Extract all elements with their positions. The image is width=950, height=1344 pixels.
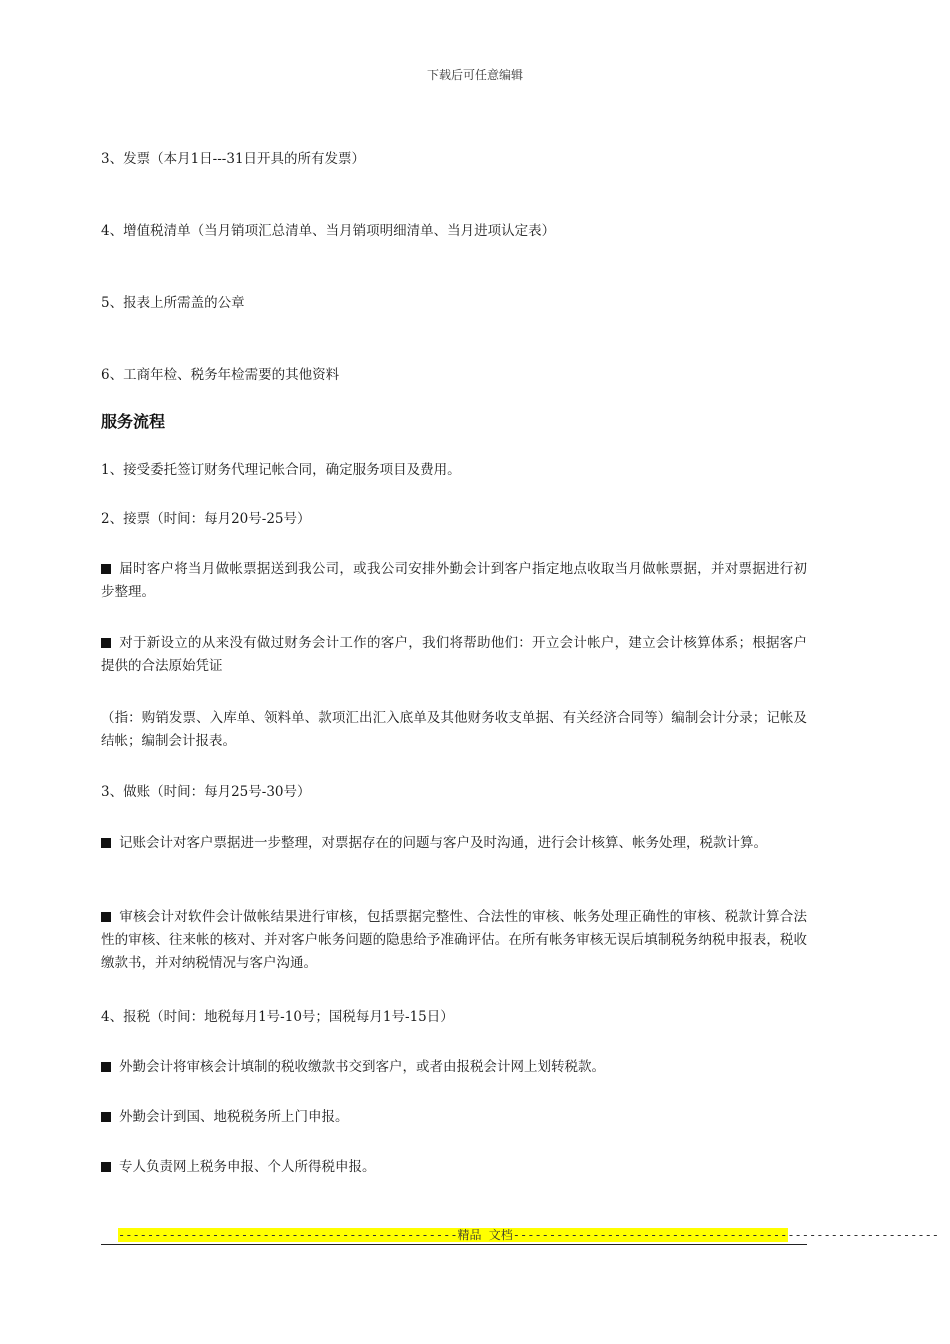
- square-bullet-icon: [101, 564, 111, 574]
- step-2: 2、接票（时间：每月20号-25号）: [101, 511, 311, 527]
- page-header: 下载后可任意编辑: [426, 68, 523, 82]
- bullet-text: 对于新设立的从来没有做过财务会计工作的客户，我们将帮助他们：开立会计帐户，建立会计核算体系；根据客户提供的合法原始凭证: [101, 635, 807, 674]
- step-4-bullet-1: [101, 1056, 807, 1078]
- step-2-bullet-1: [101, 558, 807, 604]
- step-3: 3、做账（时间：每月25号-30号）: [101, 784, 311, 800]
- bullet-text: 审核会计对软件会计做帐结果进行审核，包括票据完整性、合法性的审核、帐务处理正确性的审核、税款计算合法性的审核、往来帐的核对、并对客户帐务问题的隐患给予准确评估。在所有帐务审核无误后填制税务纳税申报表，税收缴款书，并对纳税情况与客户沟通。: [101, 909, 807, 971]
- bullet-text: 外勤会计将审核会计填制的税收缴款书交到客户，或者由报税会计网上划转税款。: [119, 1059, 605, 1075]
- footer-divider: [101, 1244, 807, 1245]
- step-3-bullet-1: [101, 832, 807, 855]
- list-item-annual-inspection: 6、工商年检、税务年检需要的其他资料: [101, 367, 340, 383]
- step-1: 1、接受委托签订财务代理记帐合同，确定服务项目及费用。: [101, 462, 461, 478]
- step-2-bullet-2: [101, 632, 807, 678]
- bullet-text: 记账会计对客户票据进一步整理，对票据存在的问题与客户及时沟通，进行会计核算、帐务处理，税款计算。: [119, 835, 767, 851]
- step-4: 4、报税（时间：地税每月1号-10号；国税每月1号-15日）: [101, 1009, 454, 1025]
- step-3-bullet-2: [101, 906, 807, 975]
- step-4-bullet-2: [101, 1106, 807, 1128]
- list-item-invoices: 3、发票（本月1日---31日开具的所有发票）: [101, 151, 366, 167]
- step-4-bullet-3: [101, 1156, 807, 1178]
- square-bullet-icon: [101, 912, 111, 922]
- square-bullet-icon: [101, 638, 111, 648]
- list-item-vat-lists: 4、增值税清单（当月销项汇总清单、当月销项明细清单、当月进项认定表）: [101, 223, 556, 239]
- step-2-continuation: （指：购销发票、入库单、领料单、款项汇出汇入底单及其他财务收支单据、有关经济合同等）编制会计分录；记帐及结帐；编制会计报表。: [101, 710, 807, 749]
- footer-banner: -----------------------------------------------精品 文档-----------------------------------------------------------: [118, 1228, 940, 1242]
- square-bullet-icon: [101, 1162, 111, 1172]
- bullet-text: 外勤会计到国、地税税务所上门申报。: [119, 1109, 349, 1125]
- bullet-text: 专人负责网上税务申报、个人所得税申报。: [119, 1159, 376, 1175]
- section-title: 服务流程: [101, 412, 166, 431]
- list-item-official-seal: 5、报表上所需盖的公章: [101, 295, 245, 311]
- square-bullet-icon: [101, 1062, 111, 1072]
- bullet-text: 届时客户将当月做帐票据送到我公司，或我公司安排外勤会计到客户指定地点收取当月做帐票据，并对票据进行初步整理。: [101, 561, 807, 600]
- square-bullet-icon: [101, 1112, 111, 1122]
- square-bullet-icon: [101, 838, 111, 848]
